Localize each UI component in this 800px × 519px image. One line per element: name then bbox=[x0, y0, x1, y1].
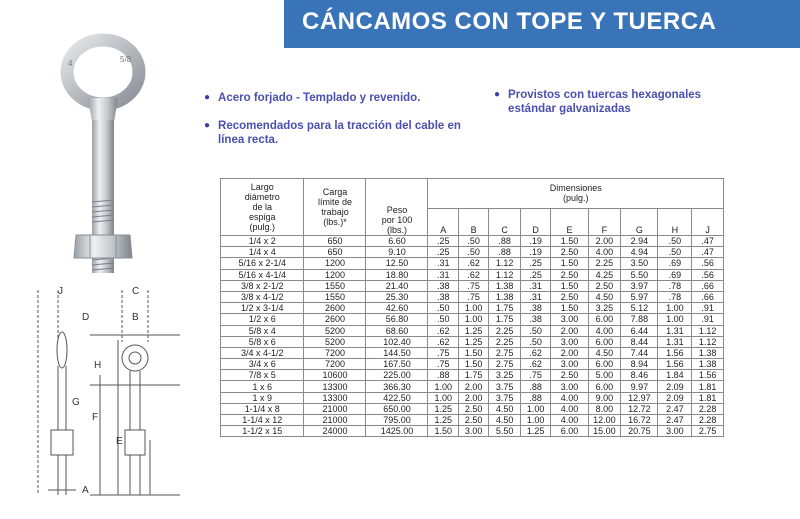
table-cell: 1.00 bbox=[458, 314, 488, 325]
table-row bbox=[221, 426, 724, 437]
table-cell: 1 x 6 bbox=[221, 381, 304, 392]
header-dim-b: B bbox=[458, 208, 488, 235]
header-load: Carga límite de trabajo (lbs.)* bbox=[304, 179, 366, 236]
table-cell: 2600 bbox=[304, 314, 366, 325]
table-cell: 1.75 bbox=[458, 370, 488, 381]
bullet-dot-icon: ● bbox=[494, 89, 501, 100]
table-cell: .56 bbox=[692, 269, 724, 280]
table-cell: .88 bbox=[520, 381, 550, 392]
table-cell: 2.50 bbox=[551, 370, 588, 381]
table-cell: 4.94 bbox=[621, 247, 658, 258]
table-cell: 1.38 bbox=[692, 347, 724, 358]
table-cell: .50 bbox=[658, 247, 692, 258]
label-h: H bbox=[94, 360, 102, 371]
table-cell: 3/8 x 4-1/2 bbox=[221, 291, 304, 302]
table-cell: 2.50 bbox=[551, 291, 588, 302]
table-cell: 650 bbox=[304, 247, 366, 258]
table-cell: .50 bbox=[428, 303, 458, 314]
table-cell: 1.00 bbox=[658, 314, 692, 325]
ring-marking-right: 5/8 bbox=[120, 55, 132, 64]
table-cell: 7.44 bbox=[621, 347, 658, 358]
table-cell: 9.00 bbox=[588, 392, 621, 403]
table-cell: 2.47 bbox=[658, 415, 692, 426]
table-header-row bbox=[221, 179, 724, 209]
page-title: CÁNCAMOS CON TOPE Y TUERCA bbox=[302, 8, 717, 35]
table-cell: 18.80 bbox=[366, 269, 428, 280]
table-cell: 2.00 bbox=[458, 392, 488, 403]
table-cell: 1.12 bbox=[489, 269, 521, 280]
table-row bbox=[221, 403, 724, 414]
table-cell: 42.60 bbox=[366, 303, 428, 314]
table-cell: 102.40 bbox=[366, 336, 428, 347]
table-cell: .50 bbox=[658, 236, 692, 247]
table-cell: .50 bbox=[428, 314, 458, 325]
table-cell: 2.50 bbox=[588, 280, 621, 291]
table-cell: .75 bbox=[428, 347, 458, 358]
eye-ring bbox=[67, 40, 139, 104]
table-cell: 5/16 x 2-1/4 bbox=[221, 258, 304, 269]
label-g: G bbox=[72, 397, 80, 408]
table-cell: 650 bbox=[304, 236, 366, 247]
table-cell: 2.50 bbox=[458, 403, 488, 414]
bullet-dot-icon: ● bbox=[204, 120, 211, 131]
table-cell: 3.75 bbox=[489, 381, 521, 392]
table-cell: .66 bbox=[692, 280, 724, 291]
table-cell: 1.75 bbox=[489, 303, 521, 314]
table-cell: 1.00 bbox=[428, 392, 458, 403]
table-cell: 4.50 bbox=[588, 291, 621, 302]
table-cell: .50 bbox=[520, 336, 550, 347]
table-cell: 20.75 bbox=[621, 426, 658, 437]
table-cell: 9.10 bbox=[366, 247, 428, 258]
table-cell: 7200 bbox=[304, 347, 366, 358]
table-cell: 144.50 bbox=[366, 347, 428, 358]
header-dim-g: G bbox=[621, 208, 658, 235]
table-cell: 1.25 bbox=[520, 426, 550, 437]
table-cell: 1200 bbox=[304, 269, 366, 280]
table-cell: 4.00 bbox=[551, 403, 588, 414]
hex-nut bbox=[74, 235, 132, 258]
title-banner bbox=[284, 0, 800, 48]
table-cell: 6.00 bbox=[588, 336, 621, 347]
table-cell: 1.38 bbox=[489, 280, 521, 291]
table-cell: 2.94 bbox=[621, 236, 658, 247]
table-cell: .31 bbox=[428, 269, 458, 280]
table-row bbox=[221, 392, 724, 403]
table-cell: 2.00 bbox=[458, 381, 488, 392]
table-row bbox=[221, 336, 724, 347]
table-cell: 1.56 bbox=[692, 370, 724, 381]
table-cell: .66 bbox=[692, 291, 724, 302]
feature-text: Acero forjado - Templado y revenido. bbox=[218, 92, 421, 104]
table-cell: 1.50 bbox=[551, 280, 588, 291]
eye-bolt-photo bbox=[40, 30, 180, 275]
label-f: F bbox=[92, 412, 99, 423]
spec-table bbox=[220, 178, 724, 437]
table-cell: 650.00 bbox=[366, 403, 428, 414]
header-dim-c: C bbox=[489, 208, 521, 235]
table-cell: .25 bbox=[428, 236, 458, 247]
table-cell: 1/2 x 6 bbox=[221, 314, 304, 325]
table-cell: 24000 bbox=[304, 426, 366, 437]
table-row bbox=[221, 291, 724, 302]
table-cell: 3.50 bbox=[621, 258, 658, 269]
table-cell: 1.56 bbox=[658, 359, 692, 370]
table-cell: 1.25 bbox=[458, 336, 488, 347]
table-row bbox=[221, 269, 724, 280]
table-cell: 2.00 bbox=[588, 236, 621, 247]
table-cell: 2.25 bbox=[489, 336, 521, 347]
table-cell: .19 bbox=[520, 236, 550, 247]
table-cell: 1.25 bbox=[428, 403, 458, 414]
table-cell: .50 bbox=[458, 247, 488, 258]
header-weight: Peso por 100 (lbs.) bbox=[366, 179, 428, 236]
table-cell: 1/2 x 3-1/4 bbox=[221, 303, 304, 314]
table-cell: .31 bbox=[520, 291, 550, 302]
table-cell: 3/4 x 6 bbox=[221, 359, 304, 370]
table-cell: 5/8 x 4 bbox=[221, 325, 304, 336]
table-row bbox=[221, 325, 724, 336]
table-cell: .62 bbox=[428, 325, 458, 336]
table-cell: 1.38 bbox=[692, 359, 724, 370]
table-cell: 3.00 bbox=[458, 426, 488, 437]
table-cell: 7/8 x 5 bbox=[221, 370, 304, 381]
header-dim-f: F bbox=[588, 208, 621, 235]
front-eye bbox=[122, 345, 148, 371]
table-cell: .38 bbox=[520, 303, 550, 314]
table-cell: 3/8 x 2-1/2 bbox=[221, 280, 304, 291]
table-cell: 4.00 bbox=[588, 325, 621, 336]
table-cell: .88 bbox=[428, 370, 458, 381]
table-cell: 2.09 bbox=[658, 381, 692, 392]
table-cell: 2.00 bbox=[551, 325, 588, 336]
table-cell: 3.00 bbox=[551, 314, 588, 325]
table-cell: 1.00 bbox=[520, 403, 550, 414]
table-cell: 1.56 bbox=[658, 347, 692, 358]
table-row bbox=[221, 314, 724, 325]
table-cell: .69 bbox=[658, 258, 692, 269]
table-cell: 1.50 bbox=[458, 347, 488, 358]
header-dim-e: E bbox=[551, 208, 588, 235]
table-cell: 12.00 bbox=[588, 415, 621, 426]
table-cell: 3.00 bbox=[658, 426, 692, 437]
table-cell: 2.50 bbox=[551, 247, 588, 258]
table-cell: 8.00 bbox=[588, 403, 621, 414]
table-cell: 5200 bbox=[304, 336, 366, 347]
table-cell: 1/4 x 2 bbox=[221, 236, 304, 247]
table-cell: 16.72 bbox=[621, 415, 658, 426]
label-d: D bbox=[82, 312, 90, 323]
table-cell: 4.50 bbox=[588, 347, 621, 358]
spec-table-wrap bbox=[220, 178, 724, 437]
table-cell: .78 bbox=[658, 291, 692, 302]
header-dim-j: J bbox=[692, 208, 724, 235]
table-cell: .75 bbox=[428, 359, 458, 370]
table-cell: .38 bbox=[428, 291, 458, 302]
table-cell: 6.00 bbox=[588, 314, 621, 325]
table-cell: 1.38 bbox=[489, 291, 521, 302]
table-cell: .62 bbox=[458, 269, 488, 280]
table-cell: 5200 bbox=[304, 325, 366, 336]
table-cell: 2.28 bbox=[692, 403, 724, 414]
table-cell: 422.50 bbox=[366, 392, 428, 403]
label-a: A bbox=[82, 485, 89, 496]
table-row bbox=[221, 236, 724, 247]
shoulder bbox=[88, 98, 118, 122]
table-cell: 1/4 x 4 bbox=[221, 247, 304, 258]
table-cell: 2.50 bbox=[551, 269, 588, 280]
table-body bbox=[221, 236, 724, 437]
table-row bbox=[221, 247, 724, 258]
table-cell: 21000 bbox=[304, 415, 366, 426]
table-cell: 8.44 bbox=[621, 336, 658, 347]
table-cell: 5.50 bbox=[489, 426, 521, 437]
table-cell: 167.50 bbox=[366, 359, 428, 370]
table-cell: 3/4 x 4-1/2 bbox=[221, 347, 304, 358]
table-cell: 5/16 x 4-1/4 bbox=[221, 269, 304, 280]
table-cell: 1.50 bbox=[551, 236, 588, 247]
dimension-diagram bbox=[30, 280, 210, 515]
table-cell: 2.47 bbox=[658, 403, 692, 414]
table-cell: 1.81 bbox=[692, 392, 724, 403]
table-cell: 21000 bbox=[304, 403, 366, 414]
table-cell: 2.25 bbox=[489, 325, 521, 336]
table-cell: 225.00 bbox=[366, 370, 428, 381]
table-cell: 8.94 bbox=[621, 359, 658, 370]
table-cell: .38 bbox=[428, 280, 458, 291]
table-cell: 1.12 bbox=[489, 258, 521, 269]
table-cell: 7.88 bbox=[621, 314, 658, 325]
table-cell: .38 bbox=[520, 314, 550, 325]
table-cell: 1.31 bbox=[658, 336, 692, 347]
header-dimensions: Dimensiones (pulg.) bbox=[428, 179, 724, 209]
table-cell: 366.30 bbox=[366, 381, 428, 392]
header-dim-h: H bbox=[658, 208, 692, 235]
table-cell: 68.60 bbox=[366, 325, 428, 336]
table-cell: 13300 bbox=[304, 381, 366, 392]
table-cell: 795.00 bbox=[366, 415, 428, 426]
table-row bbox=[221, 370, 724, 381]
table-cell: 2.25 bbox=[588, 258, 621, 269]
table-cell: 12.97 bbox=[621, 392, 658, 403]
table-cell: 10600 bbox=[304, 370, 366, 381]
front-nut bbox=[125, 430, 145, 455]
label-j: J bbox=[58, 286, 63, 297]
table-cell: 2600 bbox=[304, 303, 366, 314]
ring-marking-left: 4 bbox=[68, 59, 73, 68]
label-e: E bbox=[116, 436, 123, 447]
table-cell: 4.00 bbox=[551, 415, 588, 426]
table-cell: .25 bbox=[520, 258, 550, 269]
table-cell: .31 bbox=[428, 258, 458, 269]
table-cell: 12.50 bbox=[366, 258, 428, 269]
table-cell: 13300 bbox=[304, 392, 366, 403]
table-cell: 1.25 bbox=[458, 325, 488, 336]
table-cell: 6.00 bbox=[551, 426, 588, 437]
table-cell: .78 bbox=[658, 280, 692, 291]
table-cell: 3.75 bbox=[489, 392, 521, 403]
table-cell: 3.25 bbox=[588, 303, 621, 314]
table-cell: .62 bbox=[520, 347, 550, 358]
table-cell: 5.00 bbox=[588, 370, 621, 381]
table-cell: 1550 bbox=[304, 291, 366, 302]
feature-item bbox=[204, 91, 474, 105]
table-cell: 21.40 bbox=[366, 280, 428, 291]
table-cell: .75 bbox=[458, 280, 488, 291]
table-cell: .91 bbox=[692, 314, 724, 325]
header-dim-d: D bbox=[520, 208, 550, 235]
table-cell: 1.00 bbox=[658, 303, 692, 314]
table-row bbox=[221, 347, 724, 358]
feature-item bbox=[204, 119, 474, 147]
table-cell: 1.50 bbox=[551, 303, 588, 314]
table-cell: .75 bbox=[520, 370, 550, 381]
table-cell: 1.81 bbox=[692, 381, 724, 392]
table-cell: 25.30 bbox=[366, 291, 428, 302]
table-cell: 56.80 bbox=[366, 314, 428, 325]
table-cell: 5.97 bbox=[621, 291, 658, 302]
header-dim-a: A bbox=[428, 208, 458, 235]
table-cell: 1.00 bbox=[428, 381, 458, 392]
feature-item bbox=[494, 88, 734, 116]
table-cell: .88 bbox=[489, 247, 521, 258]
table-cell: .50 bbox=[520, 325, 550, 336]
table-cell: 1550 bbox=[304, 280, 366, 291]
table-cell: 5.12 bbox=[621, 303, 658, 314]
table-cell: .75 bbox=[458, 291, 488, 302]
table-cell: .25 bbox=[428, 247, 458, 258]
table-cell: .47 bbox=[692, 236, 724, 247]
table-cell: 6.44 bbox=[621, 325, 658, 336]
table-cell: 3.00 bbox=[551, 336, 588, 347]
table-cell: 2.75 bbox=[489, 359, 521, 370]
table-cell: 1-1/4 x 8 bbox=[221, 403, 304, 414]
table-cell: 3.00 bbox=[551, 381, 588, 392]
table-cell: .47 bbox=[692, 247, 724, 258]
label-c: C bbox=[132, 286, 140, 297]
table-cell: 4.50 bbox=[489, 403, 521, 414]
table-cell: 4.00 bbox=[588, 247, 621, 258]
table-row bbox=[221, 381, 724, 392]
table-cell: 2.50 bbox=[458, 415, 488, 426]
table-cell: 1.50 bbox=[458, 359, 488, 370]
table-cell: .69 bbox=[658, 269, 692, 280]
bullet-dot-icon: ● bbox=[204, 92, 211, 103]
table-cell: .56 bbox=[692, 258, 724, 269]
side-nut bbox=[51, 430, 73, 455]
table-cell: 1200 bbox=[304, 258, 366, 269]
table-cell: 1.50 bbox=[551, 258, 588, 269]
table-cell: .62 bbox=[428, 336, 458, 347]
table-row bbox=[221, 280, 724, 291]
table-cell: 1.00 bbox=[520, 415, 550, 426]
table-cell: 2.28 bbox=[692, 415, 724, 426]
table-cell: 1 x 9 bbox=[221, 392, 304, 403]
table-cell: 9.97 bbox=[621, 381, 658, 392]
table-cell: 3.97 bbox=[621, 280, 658, 291]
table-cell: 1-1/4 x 12 bbox=[221, 415, 304, 426]
shank bbox=[92, 120, 114, 205]
table-cell: 3.25 bbox=[489, 370, 521, 381]
table-cell: 4.25 bbox=[588, 269, 621, 280]
table-cell: 1.25 bbox=[428, 415, 458, 426]
table-row bbox=[221, 303, 724, 314]
table-cell: .19 bbox=[520, 247, 550, 258]
table-cell: .88 bbox=[520, 392, 550, 403]
table-cell: .62 bbox=[520, 359, 550, 370]
table-cell: 4.00 bbox=[551, 392, 588, 403]
table-cell: 12.72 bbox=[621, 403, 658, 414]
table-cell: 2.00 bbox=[551, 347, 588, 358]
table-cell: 1.31 bbox=[658, 325, 692, 336]
table-cell: 1.00 bbox=[458, 303, 488, 314]
table-cell: 6.00 bbox=[588, 381, 621, 392]
table-cell: .50 bbox=[458, 236, 488, 247]
table-cell: 2.75 bbox=[489, 347, 521, 358]
table-cell: 5.50 bbox=[621, 269, 658, 280]
table-cell: 6.00 bbox=[588, 359, 621, 370]
table-cell: .91 bbox=[692, 303, 724, 314]
table-cell: 4.50 bbox=[489, 415, 521, 426]
table-cell: 15.00 bbox=[588, 426, 621, 437]
table-row bbox=[221, 415, 724, 426]
table-cell: .88 bbox=[489, 236, 521, 247]
table-cell: 1.75 bbox=[489, 314, 521, 325]
table-cell: 1.12 bbox=[692, 336, 724, 347]
table-cell: 6.60 bbox=[366, 236, 428, 247]
feature-text: Provistos con tuercas hexagonales estándar galvanizadas bbox=[508, 89, 702, 115]
table-cell: 8.46 bbox=[621, 370, 658, 381]
table-cell: 1-1/2 x 15 bbox=[221, 426, 304, 437]
table-cell: 1.12 bbox=[692, 325, 724, 336]
table-cell: 3.00 bbox=[551, 359, 588, 370]
table-cell: 1.84 bbox=[658, 370, 692, 381]
table-cell: .25 bbox=[520, 269, 550, 280]
table-cell: 1.50 bbox=[428, 426, 458, 437]
table-cell: 1425.00 bbox=[366, 426, 428, 437]
table-cell: .31 bbox=[520, 280, 550, 291]
table-cell: 2.09 bbox=[658, 392, 692, 403]
feature-text: Recomendados para la tracción del cable en línea recta. bbox=[218, 120, 461, 146]
header-length: Largo diámetro de la espiga (pulg.) bbox=[221, 179, 304, 236]
table-cell: .62 bbox=[458, 258, 488, 269]
table-row bbox=[221, 258, 724, 269]
table-row bbox=[221, 359, 724, 370]
table-cell: 5/8 x 6 bbox=[221, 336, 304, 347]
table-cell: 2.75 bbox=[692, 426, 724, 437]
label-b: B bbox=[132, 312, 139, 323]
table-cell: 7200 bbox=[304, 359, 366, 370]
